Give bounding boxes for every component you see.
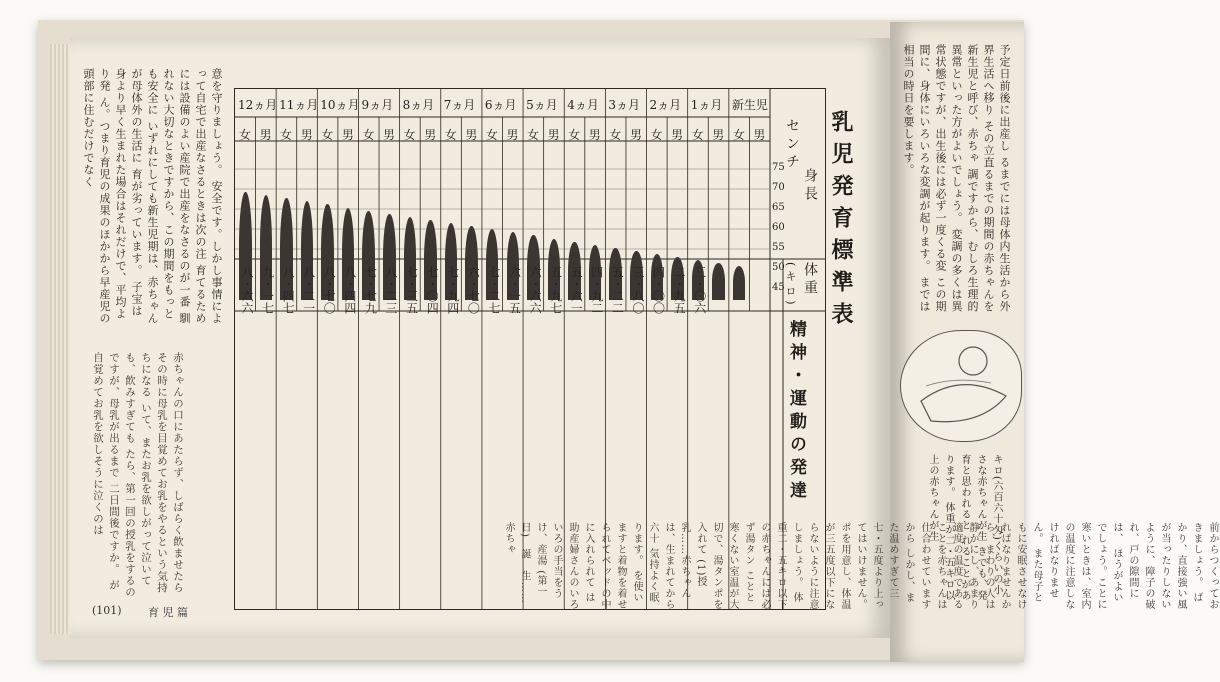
- development-note: [732, 318, 765, 548]
- right-line: るまでには母体内生活から外界生活へ移り: [982, 44, 1011, 313]
- development-note: [485, 318, 518, 548]
- right-line: までは相当の時日を要します。: [902, 44, 931, 313]
- weight-label: 体重: [802, 262, 818, 298]
- weight-value: 七・七九: [363, 266, 378, 314]
- left-line: いずれにしても新生児期は、赤ちゃんが母体外の生活に: [130, 68, 159, 325]
- sex-female-label: 女: [280, 128, 293, 142]
- development-note: [444, 318, 477, 548]
- development-note: [238, 318, 271, 548]
- weight-value: 四・九二: [589, 266, 604, 314]
- sex-female-label: 女: [650, 128, 663, 142]
- sex-female-label: 女: [362, 128, 375, 142]
- weight-value: 七・〇四: [425, 266, 440, 314]
- left-line: 安全です。しかし事情によって自宅で出産なさるときは次の注: [194, 68, 223, 325]
- right-body-text: [900, 44, 1012, 314]
- right-line: この期間に、身体にいろいろな変調が起ります。: [918, 44, 947, 313]
- table-title: 乳児発育標準表: [828, 110, 854, 334]
- sex-male-label: 男: [424, 128, 437, 142]
- development-note: [526, 318, 559, 548]
- age-label: 9ヵ月: [361, 98, 394, 112]
- age-label: 8ヵ月: [402, 98, 435, 112]
- sex-female-label: 女: [239, 128, 252, 142]
- sex-male-label: 男: [341, 128, 354, 142]
- right-line: その立直るまでの期間の赤ちゃんを新生児と呼び、赤ちゃ: [966, 44, 995, 313]
- sex-male-label: 男: [588, 128, 601, 142]
- weight-value: 三・〇六: [692, 266, 707, 314]
- weight-value: 八・二三: [384, 266, 399, 314]
- sex-female-label: 女: [444, 128, 457, 142]
- scale-tick: 65: [772, 202, 785, 213]
- left-line: 育が劣っています。: [130, 168, 143, 277]
- weight-value: 六・一五: [507, 266, 522, 314]
- sex-male-label: 男: [259, 128, 272, 142]
- development-note: [650, 318, 683, 548]
- bottom-line: を使いますと着物を着せられてベッドの中に入れられて: [583, 522, 642, 610]
- right-line: 体重が二・五キロ以上の赤ちゃんが生: [927, 454, 954, 602]
- sex-female-label: 女: [732, 128, 745, 142]
- scale-tick: 55: [772, 242, 785, 253]
- weight-value: 八・六六: [240, 266, 254, 314]
- bottom-line: また母子ともに安眠させなければなりませんから、まわりの人は静かにし、あまり: [967, 522, 1042, 610]
- age-label: 2ヵ月: [649, 98, 682, 112]
- height-label: 身長: [802, 168, 818, 204]
- age-label: 1ヵ月: [690, 98, 723, 112]
- age-label: 5ヵ月: [526, 98, 558, 112]
- left-line: 意を守りましょう。: [210, 68, 223, 176]
- sex-male-label: 男: [465, 128, 478, 142]
- right-body-text-lower: [924, 454, 1004, 604]
- bottom-line: 体重二・五キロ以下の赤ちゃんには必ず湯タン: [743, 522, 802, 610]
- sleeping-baby-illustration: [900, 330, 1022, 442]
- left-line: ん。つまり育児の成果のほかから早産児の頭部に住むだけでなく: [82, 68, 111, 325]
- development-note: [361, 318, 394, 548]
- weight-value: 五・二二: [610, 266, 625, 314]
- child-figure: [733, 266, 746, 300]
- development-note: [691, 318, 724, 548]
- sex-female-label: 女: [691, 128, 704, 142]
- weight-value: 六・七〇: [466, 266, 481, 314]
- left-line: 育てるためには設備のよい産院で出産をなさるのが一番: [178, 68, 207, 325]
- bottom-line: 適度の温度であることを赤ちゃんは仕合わせていますから: [903, 522, 962, 610]
- left-line: 子宝は身より早く生まれた場合はそれだけで、平均より発: [98, 68, 143, 320]
- weight-value: 四・〇〇: [651, 266, 666, 314]
- age-label: 新生児: [731, 98, 768, 112]
- sex-male-label: 男: [383, 128, 396, 142]
- sex-female-label: 女: [527, 128, 540, 142]
- left-body-text: [80, 68, 224, 328]
- bottom-line: ポを用意し、体温が三五度以下にならないように注意しましょう。: [791, 522, 850, 610]
- development-note: [320, 318, 353, 548]
- bottom-line: しかし、また温めすぎて三七・五度より上ってはいけません。: [855, 522, 914, 610]
- development-note: [279, 318, 312, 548]
- right-line: 予定日前後に出産し: [998, 44, 1011, 152]
- bottom-text-right: [500, 522, 1220, 612]
- bottom-line: 前からつくっておきましょう。: [1191, 522, 1218, 610]
- scale-tick: 60: [772, 222, 785, 233]
- page-number: (101): [92, 604, 122, 617]
- scale-tick: 70: [772, 182, 785, 193]
- age-label: 10ヵ月: [320, 98, 360, 112]
- bottom-line: は助産婦さんのいろいろの手当をうけ、産湯: [535, 522, 594, 610]
- right-line: 調ですから、むしろ生理的異常といった方がよいでしょう。: [950, 44, 979, 313]
- bottom-line: ほうがよいでしょう。ことに寒いときは、室内の温度に注意しなければなりません。: [1031, 522, 1122, 610]
- sex-male-label: 男: [671, 128, 684, 142]
- sex-male-label: 男: [506, 128, 519, 142]
- weight-value: 五・六一: [569, 266, 584, 314]
- sex-male-label: 男: [300, 128, 313, 142]
- weight-value: 六・六六: [528, 266, 543, 314]
- bottom-line: 気持よく眠ります。: [631, 522, 658, 604]
- weight-value: 七・二七: [486, 266, 501, 314]
- scale-tick: 45: [772, 282, 785, 293]
- sex-female-label: 女: [403, 128, 416, 142]
- age-label: 6ヵ月: [484, 98, 517, 112]
- bottom-line: ばかり、直接強い風が当ったりしないように、障子の破れ、戸の隙間には、: [1111, 522, 1202, 610]
- table-subtitle: 精神・運動の発達: [786, 320, 806, 504]
- bottom-line: ことと寒くない室温が大切で、湯タンポを入れて: [695, 522, 754, 610]
- development-note: [403, 318, 436, 548]
- bottom-line: その時に母乳を目覚めてお乳をやるという気持ちになる: [140, 352, 168, 594]
- bottom-line: たら、第一回の授乳をするのですが、母乳が出るまで: [108, 352, 136, 598]
- bottom-line: (1)授 乳……赤ちゃんは、生まれてから六十: [647, 522, 706, 610]
- bottom-line: 赤ちゃんの口にあたらず、しばらく飲ませたら: [172, 352, 184, 594]
- section-title: 育 児 篇: [148, 606, 188, 619]
- sex-male-label: 男: [629, 128, 642, 142]
- sex-female-label: 女: [485, 128, 498, 142]
- right-line: キロ(六百六十匁)くらいの小さな赤ちゃんが生: [975, 454, 1002, 596]
- right-line: きでも、発育と思われると: [959, 454, 986, 602]
- weight-unit: (キロ): [784, 262, 797, 309]
- bottom-line: (第一日) 誕 生……赤ちゃ: [503, 522, 546, 604]
- bottom-line: 二日間後ですか。: [108, 482, 120, 575]
- scale-tick: 50: [772, 262, 785, 273]
- left-line: 馴れない大切なときですから、この期間をもっとも安全に: [146, 68, 191, 325]
- right-line: れることがあります。: [943, 454, 970, 602]
- weight-value: 八・七〇: [322, 266, 337, 314]
- scale-tick: 75: [772, 162, 785, 173]
- page-edges: [50, 44, 72, 634]
- baby-drawing: [901, 331, 1021, 441]
- height-unit: センチ: [784, 118, 800, 172]
- age-label: 12ヵ月: [238, 98, 278, 112]
- right-line: 変調の多くは異常状態ですが、出生後には必ず一度くる変: [934, 44, 963, 313]
- sex-female-label: 女: [609, 128, 622, 142]
- weight-value: 七・九四: [445, 266, 460, 314]
- development-note: [567, 318, 600, 548]
- weight-value: 八・四七: [281, 266, 296, 314]
- sex-male-label: 男: [753, 128, 766, 142]
- bottom-text-left: [90, 352, 186, 602]
- age-label: 3ヵ月: [608, 98, 641, 112]
- sex-female-label: 女: [568, 128, 581, 142]
- weight-value: 七・三五: [404, 266, 419, 314]
- sex-male-label: 男: [712, 128, 725, 142]
- age-label: 7ヵ月: [443, 98, 476, 112]
- weight-value: 五・九七: [548, 266, 563, 314]
- bottom-line: が自覚めてお乳を欲しそうに泣くのは: [92, 352, 120, 591]
- weight-value: 二・九五: [672, 266, 687, 314]
- weight-value: 九・一七: [260, 266, 275, 314]
- development-note: [608, 318, 641, 548]
- weight-value: 三・八〇: [630, 266, 645, 314]
- weight-value: 八・四四: [342, 266, 357, 314]
- bottom-line: いて、またお乳を欲しがって泣いても、飲みすぎても: [124, 352, 152, 587]
- age-label: 4ヵ月: [567, 98, 599, 112]
- sex-male-label: 男: [547, 128, 560, 142]
- age-label: 11ヵ月: [279, 98, 319, 112]
- child-figure: [712, 263, 725, 300]
- weight-value: 八・二一: [301, 266, 316, 314]
- sex-female-label: 女: [321, 128, 334, 142]
